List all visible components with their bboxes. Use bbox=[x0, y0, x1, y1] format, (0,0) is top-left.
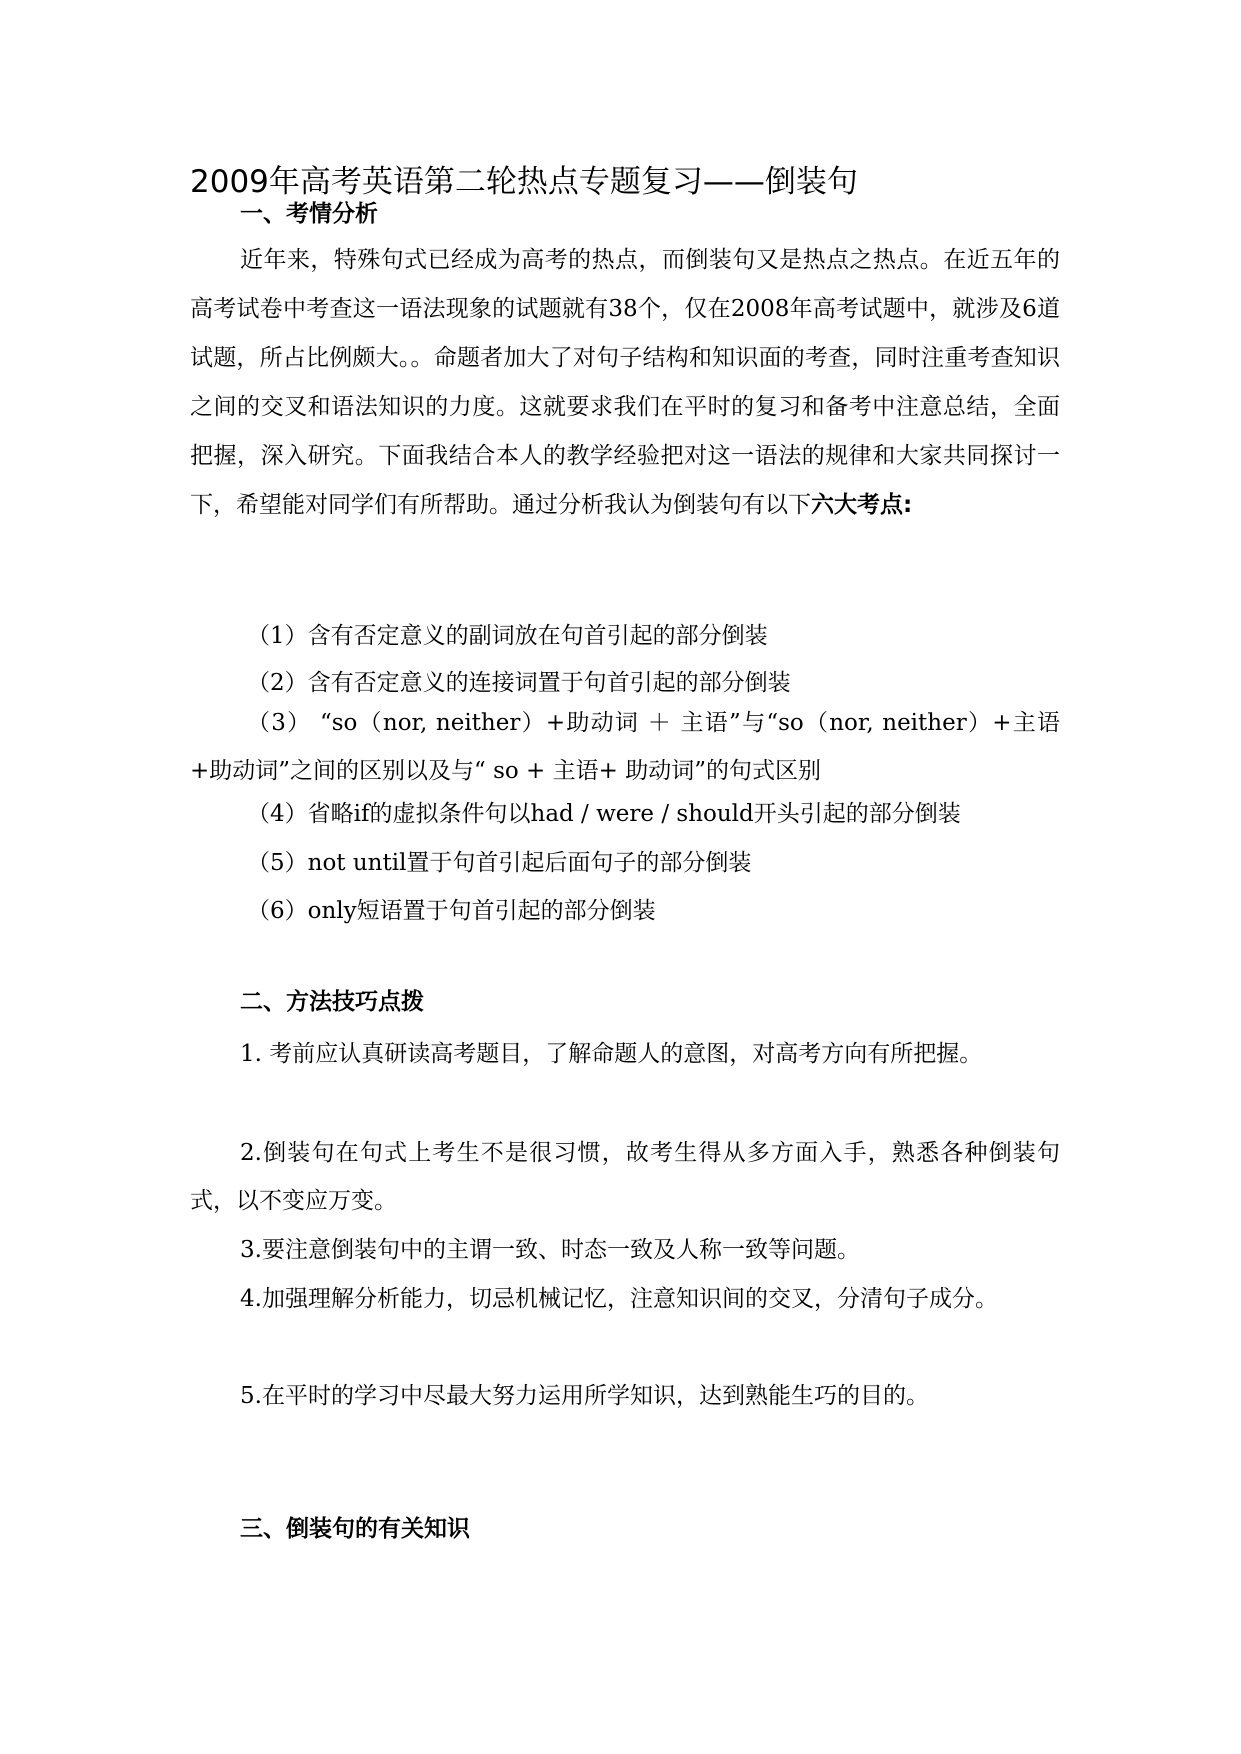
tip-1: 1. 考前应认真研读高考题目，了解命题人的意图，对高考方向有所把握。 bbox=[240, 1041, 983, 1067]
tip-5: 5.在平时的学习中尽最大努力运用所学知识，达到熟能生巧的目的。 bbox=[240, 1383, 929, 1409]
section-heading-knowledge: 三、倒装句的有关知识 bbox=[240, 1516, 470, 1542]
tip-2: 2.倒装句在句式上考生不是很习惯，故考生得从多方面入手，熟悉各种倒装句式，以不变应万变。 bbox=[190, 1140, 1060, 1214]
section-heading-analysis: 一、考情分析 bbox=[240, 201, 378, 227]
key-point-2: （2）含有否定意义的连接词置于句首引起的部分倒装 bbox=[247, 670, 791, 696]
tip-3: 3.要注意倒装句中的主谓一致、时态一致及人称一致等问题。 bbox=[240, 1237, 860, 1263]
key-point-1: （1）含有否定意义的副词放在句首引起的部分倒装 bbox=[247, 623, 768, 649]
tip-4: 4.加强理解分析能力，切忌机械记忆，注意知识间的交叉，分清句子成分。 bbox=[240, 1286, 998, 1312]
key-point-5: （5）not until置于句首引起后面句子的部分倒装 bbox=[247, 850, 752, 876]
key-point-6: （6）only短语置于句首引起的部分倒装 bbox=[247, 898, 656, 924]
key-point-3: （3） “so（nor, neither）+助动词 ＋ 主语”与“so（nor, neither）+主语+助动词”之间的区别以及与“ so + 主语+ 助动词”的句式区别 bbox=[190, 710, 1060, 784]
section-heading-methods: 二、方法技巧点拨 bbox=[240, 989, 424, 1015]
key-point-4: （4）省略if的虚拟条件句以had / were / should开头引起的部分倒装 bbox=[247, 801, 961, 827]
analysis-paragraph bbox=[190, 236, 1060, 530]
analysis-emphasis: 六大考点: bbox=[811, 492, 913, 518]
document-title: 2009年高考英语第二轮热点专题复习——倒装句 bbox=[190, 164, 858, 200]
analysis-paragraph-text: 近年来，特殊句式已经成为高考的热点，而倒装句又是热点之热点。在近五年的高考试卷中考查这一语法现象的试题就有38个，仅在2008年高考试题中，就涉及6道试题，所占比例颇大。。命题者加大了对句子结构和知识面的考查，同时注重考查知识之间的交叉和语法知识的力度。这就要求我们在平时的复习和备考中注意总结，全面把握，深入研究。下面我结合本人的教学经验把对这一语法的规律和大家共同探讨一下，希望能对同学们有所帮助。通过分析我认为倒装句有以下 bbox=[190, 247, 1060, 518]
